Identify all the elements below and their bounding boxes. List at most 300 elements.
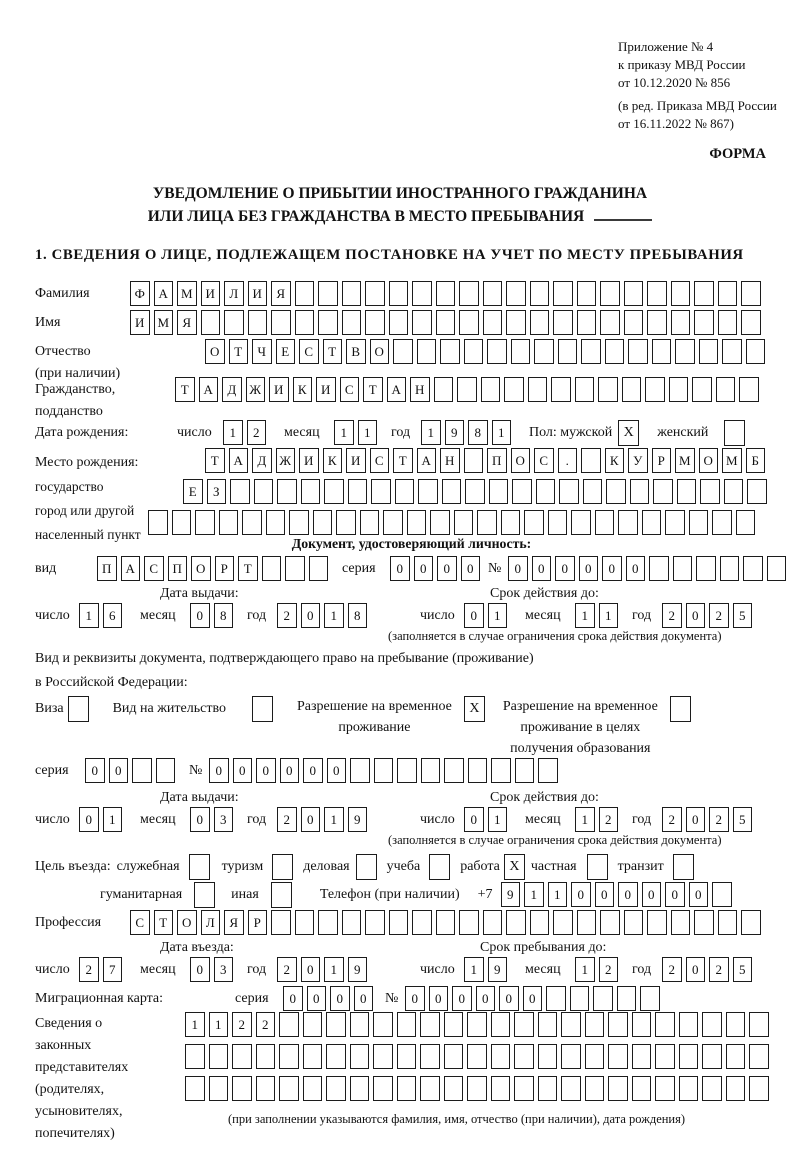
char-cell[interactable]: [389, 281, 409, 306]
char-cell[interactable]: [397, 1012, 417, 1037]
char-cell[interactable]: [459, 281, 479, 306]
char-cell[interactable]: [195, 510, 215, 535]
char-cell[interactable]: О: [177, 910, 197, 935]
char-cell[interactable]: [504, 377, 524, 402]
char-cell[interactable]: [350, 1044, 370, 1069]
char-cell[interactable]: [465, 479, 485, 504]
char-cell[interactable]: [720, 556, 740, 581]
char-cell[interactable]: А: [229, 448, 249, 473]
char-cell[interactable]: 5: [733, 603, 753, 628]
char-cell[interactable]: 1: [103, 807, 123, 832]
char-cell[interactable]: 0: [532, 556, 552, 581]
char-cell[interactable]: 0: [464, 807, 484, 832]
char-cell[interactable]: С: [534, 448, 554, 473]
char-cell[interactable]: [702, 1076, 722, 1101]
char-cell[interactable]: 2: [277, 603, 297, 628]
char-cell[interactable]: [209, 1076, 229, 1101]
char-cell[interactable]: [749, 1076, 769, 1101]
char-cell[interactable]: [524, 510, 544, 535]
char-cell[interactable]: 2: [247, 420, 267, 445]
char-cell[interactable]: 0: [452, 986, 472, 1011]
char-cell[interactable]: Ж: [276, 448, 296, 473]
char-cell[interactable]: [559, 479, 579, 504]
char-cell[interactable]: 0: [686, 603, 706, 628]
char-cell[interactable]: О: [205, 339, 225, 364]
char-cell[interactable]: 0: [508, 556, 528, 581]
char-cell[interactable]: [209, 1044, 229, 1069]
char-cell[interactable]: [185, 1044, 205, 1069]
char-cell[interactable]: [418, 479, 438, 504]
gender-female-checkbox[interactable]: [724, 420, 745, 446]
char-cell[interactable]: [271, 910, 291, 935]
char-cell[interactable]: А: [417, 448, 437, 473]
char-cell[interactable]: [487, 339, 507, 364]
char-cell[interactable]: [324, 479, 344, 504]
char-cell[interactable]: 0: [327, 758, 347, 783]
visa-checkbox[interactable]: [68, 696, 89, 722]
char-cell[interactable]: [561, 1012, 581, 1037]
char-cell[interactable]: М: [177, 281, 197, 306]
char-cell[interactable]: 0: [461, 556, 481, 581]
char-cell[interactable]: [585, 1044, 605, 1069]
char-cell[interactable]: [326, 1044, 346, 1069]
char-cell[interactable]: [618, 510, 638, 535]
char-cell[interactable]: [726, 1012, 746, 1037]
char-cell[interactable]: [373, 1012, 393, 1037]
char-cell[interactable]: 0: [354, 986, 374, 1011]
purpose-work-checkbox[interactable]: X: [504, 854, 525, 880]
char-cell[interactable]: [271, 310, 291, 335]
char-cell[interactable]: 0: [689, 882, 709, 907]
char-cell[interactable]: [303, 1044, 323, 1069]
char-cell[interactable]: [581, 339, 601, 364]
char-cell[interactable]: 1: [185, 1012, 205, 1037]
char-cell[interactable]: 0: [283, 986, 303, 1011]
char-cell[interactable]: [395, 479, 415, 504]
char-cell[interactable]: 0: [414, 556, 434, 581]
char-cell[interactable]: [743, 556, 763, 581]
char-cell[interactable]: 1: [79, 603, 99, 628]
char-cell[interactable]: [571, 510, 591, 535]
char-cell[interactable]: [279, 1044, 299, 1069]
char-cell[interactable]: [309, 556, 329, 581]
char-cell[interactable]: [348, 479, 368, 504]
char-cell[interactable]: [632, 1044, 652, 1069]
char-cell[interactable]: Д: [222, 377, 242, 402]
char-cell[interactable]: Р: [248, 910, 268, 935]
char-cell[interactable]: 1: [324, 603, 344, 628]
char-cell[interactable]: [201, 310, 221, 335]
char-cell[interactable]: 9: [348, 957, 368, 982]
char-cell[interactable]: [583, 479, 603, 504]
char-cell[interactable]: 0: [303, 758, 323, 783]
purpose-study-checkbox[interactable]: [429, 854, 450, 880]
char-cell[interactable]: 0: [618, 882, 638, 907]
char-cell[interactable]: [412, 310, 432, 335]
char-cell[interactable]: 0: [642, 882, 662, 907]
char-cell[interactable]: [303, 1076, 323, 1101]
char-cell[interactable]: [242, 510, 262, 535]
char-cell[interactable]: 1: [421, 420, 441, 445]
char-cell[interactable]: 1: [324, 957, 344, 982]
char-cell[interactable]: [628, 339, 648, 364]
char-cell[interactable]: [689, 510, 709, 535]
char-cell[interactable]: 0: [301, 957, 321, 982]
char-cell[interactable]: [538, 1076, 558, 1101]
char-cell[interactable]: [585, 1076, 605, 1101]
char-cell[interactable]: А: [387, 377, 407, 402]
char-cell[interactable]: [444, 1044, 464, 1069]
char-cell[interactable]: 9: [501, 882, 521, 907]
char-cell[interactable]: [256, 1076, 276, 1101]
char-cell[interactable]: 0: [499, 986, 519, 1011]
char-cell[interactable]: [515, 758, 535, 783]
char-cell[interactable]: [467, 1076, 487, 1101]
char-cell[interactable]: 0: [686, 807, 706, 832]
char-cell[interactable]: [373, 1076, 393, 1101]
char-cell[interactable]: [630, 479, 650, 504]
char-cell[interactable]: [551, 377, 571, 402]
char-cell[interactable]: 0: [602, 556, 622, 581]
char-cell[interactable]: [700, 479, 720, 504]
char-cell[interactable]: [577, 281, 597, 306]
char-cell[interactable]: К: [323, 448, 343, 473]
purpose-business-checkbox[interactable]: [356, 854, 377, 880]
char-cell[interactable]: [467, 1044, 487, 1069]
char-cell[interactable]: [279, 1076, 299, 1101]
char-cell[interactable]: [617, 986, 637, 1011]
char-cell[interactable]: [350, 1076, 370, 1101]
char-cell[interactable]: 0: [626, 556, 646, 581]
char-cell[interactable]: 2: [277, 807, 297, 832]
char-cell[interactable]: [679, 1012, 699, 1037]
char-cell[interactable]: [671, 310, 691, 335]
char-cell[interactable]: 1: [488, 807, 508, 832]
char-cell[interactable]: [436, 310, 456, 335]
char-cell[interactable]: 0: [307, 986, 327, 1011]
char-cell[interactable]: [318, 281, 338, 306]
char-cell[interactable]: Н: [410, 377, 430, 402]
char-cell[interactable]: [514, 1076, 534, 1101]
char-cell[interactable]: [647, 910, 667, 935]
char-cell[interactable]: [702, 1044, 722, 1069]
char-cell[interactable]: [417, 339, 437, 364]
char-cell[interactable]: [622, 377, 642, 402]
char-cell[interactable]: 8: [348, 603, 368, 628]
char-cell[interactable]: 0: [476, 986, 496, 1011]
char-cell[interactable]: 0: [109, 758, 129, 783]
char-cell[interactable]: С: [144, 556, 164, 581]
char-cell[interactable]: [585, 1012, 605, 1037]
char-cell[interactable]: М: [154, 310, 174, 335]
char-cell[interactable]: И: [269, 377, 289, 402]
char-cell[interactable]: [553, 281, 573, 306]
char-cell[interactable]: [595, 510, 615, 535]
char-cell[interactable]: [172, 510, 192, 535]
char-cell[interactable]: 5: [733, 807, 753, 832]
char-cell[interactable]: [530, 310, 550, 335]
char-cell[interactable]: [248, 310, 268, 335]
char-cell[interactable]: [655, 1076, 675, 1101]
char-cell[interactable]: [677, 479, 697, 504]
char-cell[interactable]: А: [121, 556, 141, 581]
char-cell[interactable]: 0: [595, 882, 615, 907]
char-cell[interactable]: [295, 910, 315, 935]
char-cell[interactable]: [696, 556, 716, 581]
char-cell[interactable]: [546, 986, 566, 1011]
char-cell[interactable]: [277, 479, 297, 504]
char-cell[interactable]: И: [299, 448, 319, 473]
char-cell[interactable]: [457, 377, 477, 402]
char-cell[interactable]: О: [511, 448, 531, 473]
char-cell[interactable]: [389, 310, 409, 335]
char-cell[interactable]: [726, 1044, 746, 1069]
char-cell[interactable]: 0: [190, 603, 210, 628]
char-cell[interactable]: 0: [301, 807, 321, 832]
char-cell[interactable]: 8: [214, 603, 234, 628]
char-cell[interactable]: А: [199, 377, 219, 402]
char-cell[interactable]: [640, 986, 660, 1011]
char-cell[interactable]: [442, 479, 462, 504]
purpose-other-checkbox[interactable]: [271, 882, 292, 908]
char-cell[interactable]: Т: [205, 448, 225, 473]
char-cell[interactable]: З: [207, 479, 227, 504]
char-cell[interactable]: 2: [79, 957, 99, 982]
char-cell[interactable]: [679, 1076, 699, 1101]
temp-residence-checkbox[interactable]: X: [464, 696, 485, 722]
char-cell[interactable]: [254, 479, 274, 504]
char-cell[interactable]: [538, 1012, 558, 1037]
char-cell[interactable]: [407, 510, 427, 535]
char-cell[interactable]: 8: [468, 420, 488, 445]
char-cell[interactable]: К: [605, 448, 625, 473]
char-cell[interactable]: [624, 310, 644, 335]
char-cell[interactable]: 0: [79, 807, 99, 832]
char-cell[interactable]: [632, 1076, 652, 1101]
char-cell[interactable]: [655, 1012, 675, 1037]
char-cell[interactable]: 0: [429, 986, 449, 1011]
char-cell[interactable]: 0: [233, 758, 253, 783]
char-cell[interactable]: [673, 556, 693, 581]
char-cell[interactable]: [747, 479, 767, 504]
char-cell[interactable]: Т: [238, 556, 258, 581]
char-cell[interactable]: [397, 758, 417, 783]
char-cell[interactable]: С: [130, 910, 150, 935]
char-cell[interactable]: 5: [733, 957, 753, 982]
char-cell[interactable]: [649, 556, 669, 581]
char-cell[interactable]: 0: [256, 758, 276, 783]
char-cell[interactable]: 0: [686, 957, 706, 982]
char-cell[interactable]: Ф: [130, 281, 150, 306]
char-cell[interactable]: [530, 910, 550, 935]
char-cell[interactable]: [430, 510, 450, 535]
char-cell[interactable]: [749, 1044, 769, 1069]
char-cell[interactable]: [726, 1076, 746, 1101]
char-cell[interactable]: 0: [464, 603, 484, 628]
char-cell[interactable]: 2: [599, 957, 619, 982]
char-cell[interactable]: [608, 1012, 628, 1037]
char-cell[interactable]: [558, 339, 578, 364]
char-cell[interactable]: [148, 510, 168, 535]
char-cell[interactable]: [608, 1044, 628, 1069]
char-cell[interactable]: [285, 556, 305, 581]
char-cell[interactable]: Л: [224, 281, 244, 306]
char-cell[interactable]: [606, 479, 626, 504]
char-cell[interactable]: 1: [575, 603, 595, 628]
char-cell[interactable]: Д: [252, 448, 272, 473]
char-cell[interactable]: 2: [232, 1012, 252, 1037]
char-cell[interactable]: [506, 281, 526, 306]
char-cell[interactable]: 7: [103, 957, 123, 982]
char-cell[interactable]: [301, 479, 321, 504]
char-cell[interactable]: [491, 1012, 511, 1037]
char-cell[interactable]: [538, 758, 558, 783]
char-cell[interactable]: [389, 910, 409, 935]
char-cell[interactable]: [420, 1012, 440, 1037]
char-cell[interactable]: 1: [488, 603, 508, 628]
char-cell[interactable]: [454, 510, 474, 535]
char-cell[interactable]: 2: [277, 957, 297, 982]
char-cell[interactable]: [577, 310, 597, 335]
char-cell[interactable]: [436, 910, 456, 935]
char-cell[interactable]: [477, 510, 497, 535]
char-cell[interactable]: [383, 510, 403, 535]
char-cell[interactable]: [295, 310, 315, 335]
char-cell[interactable]: [464, 339, 484, 364]
char-cell[interactable]: И: [346, 448, 366, 473]
char-cell[interactable]: [600, 910, 620, 935]
char-cell[interactable]: 2: [662, 807, 682, 832]
char-cell[interactable]: 1: [575, 807, 595, 832]
char-cell[interactable]: Т: [323, 339, 343, 364]
char-cell[interactable]: [699, 339, 719, 364]
char-cell[interactable]: 0: [280, 758, 300, 783]
char-cell[interactable]: 9: [488, 957, 508, 982]
char-cell[interactable]: [741, 310, 761, 335]
char-cell[interactable]: [712, 510, 732, 535]
char-cell[interactable]: [530, 281, 550, 306]
char-cell[interactable]: [561, 1044, 581, 1069]
char-cell[interactable]: [230, 479, 250, 504]
char-cell[interactable]: [665, 510, 685, 535]
purpose-official-checkbox[interactable]: [189, 854, 210, 880]
char-cell[interactable]: [393, 339, 413, 364]
char-cell[interactable]: [632, 1012, 652, 1037]
char-cell[interactable]: Б: [746, 448, 766, 473]
char-cell[interactable]: 3: [214, 807, 234, 832]
char-cell[interactable]: Н: [440, 448, 460, 473]
char-cell[interactable]: [303, 1012, 323, 1037]
char-cell[interactable]: К: [293, 377, 313, 402]
char-cell[interactable]: 0: [330, 986, 350, 1011]
char-cell[interactable]: [156, 758, 176, 783]
char-cell[interactable]: В: [346, 339, 366, 364]
char-cell[interactable]: [219, 510, 239, 535]
char-cell[interactable]: [577, 910, 597, 935]
char-cell[interactable]: 1: [575, 957, 595, 982]
char-cell[interactable]: [692, 377, 712, 402]
char-cell[interactable]: [266, 510, 286, 535]
char-cell[interactable]: С: [370, 448, 390, 473]
char-cell[interactable]: [373, 1044, 393, 1069]
char-cell[interactable]: 0: [571, 882, 591, 907]
char-cell[interactable]: [371, 479, 391, 504]
char-cell[interactable]: [624, 281, 644, 306]
char-cell[interactable]: 0: [301, 603, 321, 628]
char-cell[interactable]: [553, 310, 573, 335]
char-cell[interactable]: 6: [103, 603, 123, 628]
char-cell[interactable]: [342, 310, 362, 335]
char-cell[interactable]: 0: [190, 807, 210, 832]
char-cell[interactable]: [295, 281, 315, 306]
char-cell[interactable]: 2: [709, 807, 729, 832]
char-cell[interactable]: [736, 510, 756, 535]
char-cell[interactable]: [483, 281, 503, 306]
char-cell[interactable]: О: [370, 339, 390, 364]
purpose-private-checkbox[interactable]: [587, 854, 608, 880]
char-cell[interactable]: [671, 910, 691, 935]
char-cell[interactable]: Е: [183, 479, 203, 504]
char-cell[interactable]: [397, 1076, 417, 1101]
char-cell[interactable]: [491, 1076, 511, 1101]
char-cell[interactable]: [647, 281, 667, 306]
char-cell[interactable]: [553, 910, 573, 935]
char-cell[interactable]: [420, 1044, 440, 1069]
char-cell[interactable]: И: [316, 377, 336, 402]
char-cell[interactable]: [653, 479, 673, 504]
char-cell[interactable]: [746, 339, 766, 364]
char-cell[interactable]: [528, 377, 548, 402]
char-cell[interactable]: 9: [445, 420, 465, 445]
char-cell[interactable]: [767, 556, 787, 581]
char-cell[interactable]: [365, 910, 385, 935]
char-cell[interactable]: [669, 377, 689, 402]
char-cell[interactable]: П: [168, 556, 188, 581]
char-cell[interactable]: 0: [85, 758, 105, 783]
char-cell[interactable]: [514, 1044, 534, 1069]
char-cell[interactable]: [642, 510, 662, 535]
char-cell[interactable]: С: [299, 339, 319, 364]
char-cell[interactable]: 0: [437, 556, 457, 581]
char-cell[interactable]: [318, 310, 338, 335]
char-cell[interactable]: 1: [492, 420, 512, 445]
char-cell[interactable]: [741, 281, 761, 306]
char-cell[interactable]: [593, 986, 613, 1011]
char-cell[interactable]: [350, 1012, 370, 1037]
char-cell[interactable]: Ж: [246, 377, 266, 402]
char-cell[interactable]: М: [722, 448, 742, 473]
char-cell[interactable]: [600, 281, 620, 306]
char-cell[interactable]: 0: [390, 556, 410, 581]
char-cell[interactable]: [514, 1012, 534, 1037]
char-cell[interactable]: [548, 510, 568, 535]
char-cell[interactable]: Т: [363, 377, 383, 402]
char-cell[interactable]: [647, 310, 667, 335]
char-cell[interactable]: Т: [175, 377, 195, 402]
gender-male-checkbox[interactable]: X: [618, 420, 639, 446]
char-cell[interactable]: 1: [223, 420, 243, 445]
char-cell[interactable]: [538, 1044, 558, 1069]
char-cell[interactable]: [575, 377, 595, 402]
char-cell[interactable]: [420, 1076, 440, 1101]
char-cell[interactable]: [702, 1012, 722, 1037]
char-cell[interactable]: Я: [224, 910, 244, 935]
char-cell[interactable]: [326, 1012, 346, 1037]
char-cell[interactable]: Т: [393, 448, 413, 473]
char-cell[interactable]: Л: [201, 910, 221, 935]
char-cell[interactable]: [491, 758, 511, 783]
char-cell[interactable]: [511, 339, 531, 364]
